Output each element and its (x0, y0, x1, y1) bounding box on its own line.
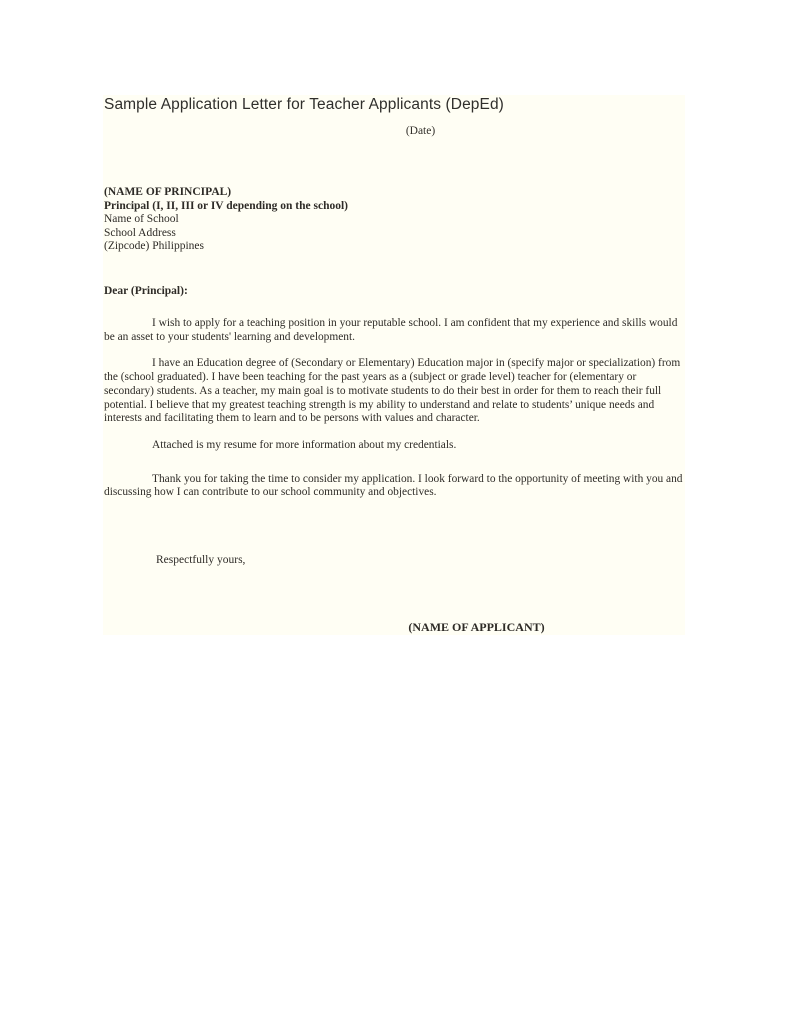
recipient-principal-name: (NAME OF PRINCIPAL) (104, 186, 232, 198)
body-paragraph: Attached is my resume for more information about my credentials. (152, 438, 457, 451)
recipient-school-address: School Address (104, 226, 176, 239)
applicant-signature-name: (NAME OF APPLICANT) (408, 620, 545, 634)
recipient-school-name: Name of School (104, 213, 179, 226)
recipient-address-block (104, 186, 348, 254)
page-title: Sample Application Letter for Teacher Applicants (DepEd) (104, 96, 504, 113)
recipient-zipcode-country: (Zipcode) Philippines (104, 240, 204, 253)
document-page (103, 95, 685, 635)
salutation: Dear (Principal): (104, 285, 188, 297)
letter-body (104, 317, 685, 500)
recipient-principal-rank: Principal (I, II, III or IV depending on the school) (104, 199, 348, 212)
body-paragraph: I have an Education degree of (Secondary or Elementary) Education major in (specify major or specialization) from the (school graduated). I have been teaching for the past years as a (subject or grade level) teacher for (elementary or secondary) students. As a teacher, my main goal is to motivate students to do their best in order for them to reach their full potential. I believe that my greatest teaching strength is my ability to understand and relate to students’ unique needs and interests and facilitating them to learn and to be persons with values and character. (104, 357, 681, 425)
document-content (103, 95, 685, 635)
body-paragraph: I wish to apply for a teaching position in your reputable school. I am confident that my experience and skills would be an asset to your students' learning and development. (104, 317, 678, 343)
closing-salutation: Respectfully yours, (156, 554, 246, 566)
body-paragraph: Thank you for taking the time to consider my application. I look forward to the opportunity of meeting with you and discussing how I can contribute to our school community and objectives. (104, 472, 683, 499)
date-placeholder: (Date) (405, 125, 436, 137)
